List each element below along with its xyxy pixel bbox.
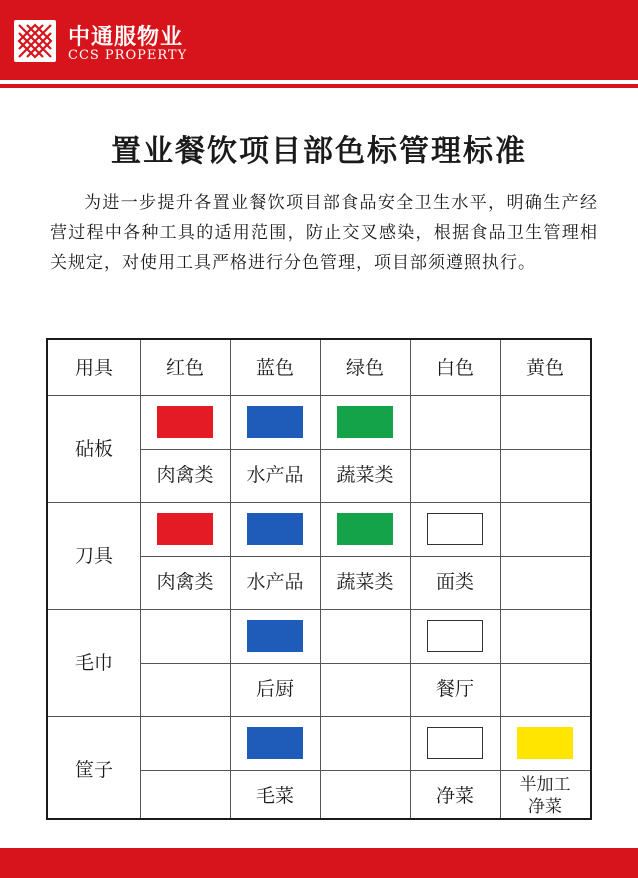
company-logo bbox=[14, 20, 56, 62]
usage-label-cell: 肉禽类 bbox=[156, 571, 214, 594]
tool-name-cell: 刀具 bbox=[74, 544, 113, 567]
tool-name-cell: 毛巾 bbox=[74, 651, 113, 674]
table-row-divider bbox=[48, 716, 590, 717]
usage-label-cell: 半加工 净菜 bbox=[519, 775, 571, 818]
table-row-divider bbox=[48, 609, 590, 610]
table-header-cell: 绿色 bbox=[345, 356, 384, 379]
usage-label-cell: 水产品 bbox=[246, 571, 304, 594]
usage-label-cell: 净菜 bbox=[435, 785, 474, 808]
usage-label-cell: 餐厅 bbox=[435, 678, 474, 701]
table-column-divider bbox=[500, 340, 501, 818]
table-row-divider bbox=[140, 770, 590, 771]
color-code-table bbox=[46, 338, 592, 820]
intro-paragraph: 为进一步提升各置业餐饮项目部食品安全卫生水平，明确生产经营过程中各种工具的适用范围，防止交叉感染，根据食品卫生管理相关规定，对使用工具严格进行分色管理，项目部须遵照执行。 bbox=[50, 193, 598, 273]
brand-name-cn: 中通服物业 bbox=[68, 25, 184, 50]
color-swatch bbox=[427, 620, 483, 652]
color-swatch bbox=[337, 406, 393, 438]
color-swatch bbox=[427, 513, 483, 545]
tool-name-cell: 筐子 bbox=[74, 758, 113, 781]
header-banner bbox=[0, 0, 638, 80]
table-row-divider bbox=[140, 663, 590, 664]
color-swatch bbox=[517, 727, 573, 759]
table-header-cell: 黄色 bbox=[525, 356, 564, 379]
color-swatch bbox=[157, 513, 213, 545]
page-title: 置业餐饮项目部色标管理标准 bbox=[111, 134, 527, 169]
table-row-divider bbox=[140, 449, 590, 450]
usage-label-cell: 毛菜 bbox=[255, 785, 294, 808]
color-swatch bbox=[247, 513, 303, 545]
footer-banner bbox=[0, 848, 638, 878]
usage-label-cell: 肉禽类 bbox=[156, 464, 214, 487]
table-header-cell: 蓝色 bbox=[255, 356, 294, 379]
usage-label-cell: 蔬菜类 bbox=[336, 464, 394, 487]
color-swatch bbox=[427, 727, 483, 759]
brand-name-en: CCS PROPERTY bbox=[68, 48, 188, 63]
color-swatch bbox=[247, 406, 303, 438]
tool-name-cell: 砧板 bbox=[74, 437, 113, 460]
table-header-cell: 红色 bbox=[165, 356, 204, 379]
color-swatch bbox=[247, 620, 303, 652]
usage-label-cell: 后厨 bbox=[255, 678, 294, 701]
usage-label-cell: 面类 bbox=[435, 571, 474, 594]
table-header-cell: 白色 bbox=[435, 356, 474, 379]
table-row-divider bbox=[140, 556, 590, 557]
color-swatch bbox=[337, 513, 393, 545]
table-header-cell: 用具 bbox=[74, 356, 113, 379]
usage-label-cell: 水产品 bbox=[246, 464, 304, 487]
usage-label-cell: 蔬菜类 bbox=[336, 571, 394, 594]
header-divider bbox=[0, 84, 638, 88]
color-swatch bbox=[247, 727, 303, 759]
table-row-divider bbox=[48, 502, 590, 503]
color-swatch bbox=[157, 406, 213, 438]
table-row-divider bbox=[48, 395, 590, 396]
logo-lattice-icon bbox=[14, 20, 56, 62]
